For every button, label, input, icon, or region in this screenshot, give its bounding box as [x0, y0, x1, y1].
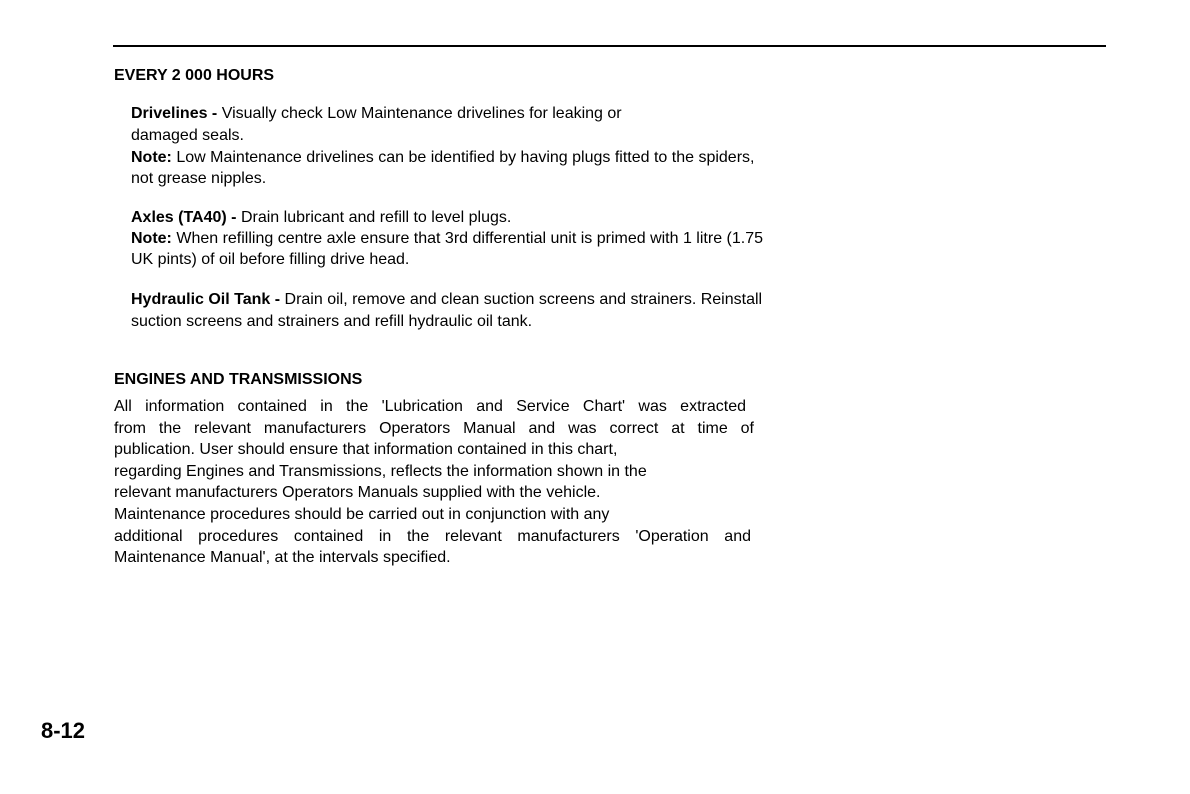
engines-line: relevant manufacturers Operators Manuals supplied with the vehicle.: [114, 484, 601, 502]
engines-body: [114, 396, 759, 569]
axles-paragraph: [131, 207, 771, 228]
drivelines-text-line2: damaged seals.: [131, 127, 244, 144]
item-hydraulic-oil-tank: [131, 289, 771, 333]
engines-line: Maintenance Manual', at the intervals specified.: [114, 549, 451, 567]
axles-note-text: When refilling centre axle ensure that 3rd differential unit is primed with 1 litre (1.75 UK pints) of oil before filling drive head.: [131, 230, 763, 268]
hydraulic-paragraph: [131, 289, 771, 333]
page-number: 8-12: [41, 718, 86, 743]
engines-line: from the relevant manufacturers Operators Manual and was correct at time of: [114, 419, 754, 437]
engines-line: publication. User should ensure that information contained in this chart,: [114, 441, 618, 459]
axles-note: [131, 228, 771, 270]
item-axles: [131, 207, 771, 270]
engines-line: Maintenance procedures should be carried out in conjunction with any: [114, 505, 610, 523]
engines-line: regarding Engines and Transmissions, reflects the information shown in the: [114, 462, 647, 480]
item-drivelines: [131, 103, 771, 189]
top-divider: [113, 45, 1106, 47]
hydraulic-label: Hydraulic Oil Tank -: [131, 291, 281, 308]
axles-text: Drain lubricant and refill to level plugs.: [236, 209, 512, 226]
drivelines-note-text: Low Maintenance drivelines can be identified by having plugs fitted to the spiders, not grease nipples.: [131, 149, 755, 187]
heading-every-2000-hours: EVERY 2 000 HOURS: [114, 67, 275, 84]
drivelines-note-label: Note:: [131, 149, 172, 166]
drivelines-label: Drivelines -: [131, 105, 218, 122]
drivelines-text-line1: Visually check Low Maintenance drivelines for leaking or: [217, 105, 622, 122]
axles-note-label: Note:: [131, 230, 172, 247]
engines-line: additional procedures contained in the relevant manufacturers 'Operation and: [114, 527, 751, 545]
hydraulic-text: Drain oil, remove and clean suction screens and strainers. Reinstall suction screens and strainers and refill hydraulic oil tank.: [131, 291, 763, 330]
engines-line: All information contained in the 'Lubrication and Service Chart' was extracted: [114, 398, 746, 415]
axles-label: Axles (TA40) -: [131, 209, 237, 226]
heading-engines-and-transmissions: ENGINES AND TRANSMISSIONS: [114, 371, 363, 388]
drivelines-paragraph: [131, 103, 771, 147]
drivelines-note: [131, 147, 771, 189]
